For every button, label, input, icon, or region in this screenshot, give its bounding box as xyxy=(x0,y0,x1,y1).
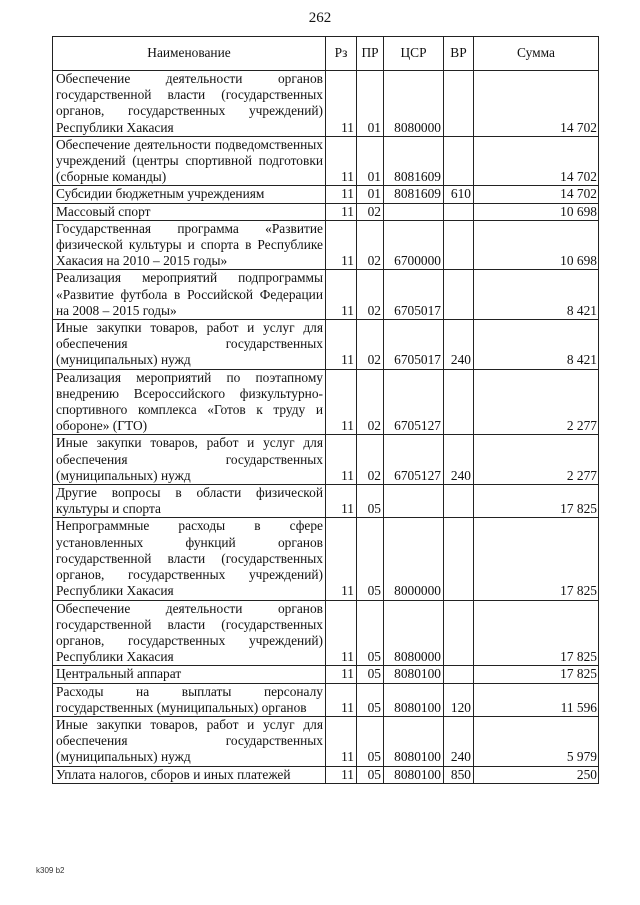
header-vr: ВР xyxy=(444,37,474,71)
cell-vr xyxy=(444,136,474,186)
table-row xyxy=(53,485,599,518)
cell-pr: 05 xyxy=(357,716,384,766)
cell-csr: 8081609 xyxy=(384,186,444,203)
cell-pr: 02 xyxy=(357,369,384,435)
cell-pr: 05 xyxy=(357,766,384,783)
table-row xyxy=(53,435,599,485)
table-row xyxy=(53,270,599,320)
cell-name: Обеспечение деятельности органов государственной власти (государственных органов, государственных учреждений) Республики Хакасия xyxy=(53,71,326,137)
cell-sum: 17 825 xyxy=(474,600,599,666)
cell-vr xyxy=(444,203,474,220)
cell-csr: 6705017 xyxy=(384,270,444,320)
cell-sum: 14 702 xyxy=(474,71,599,137)
cell-vr xyxy=(444,369,474,435)
header-rz: Рз xyxy=(326,37,357,71)
cell-name: Реализация мероприятий по поэтапному внедрению Всероссийского физкультурно-спортивного комплекса «Готов к труду и обороне» (ГТО) xyxy=(53,369,326,435)
table-row xyxy=(53,136,599,186)
cell-sum: 14 702 xyxy=(474,136,599,186)
cell-pr: 01 xyxy=(357,71,384,137)
cell-vr: 120 xyxy=(444,683,474,716)
cell-rz: 11 xyxy=(326,435,357,485)
table-row xyxy=(53,666,599,683)
footer-code: k309 b2 xyxy=(36,866,65,875)
cell-rz: 11 xyxy=(326,683,357,716)
table-row xyxy=(53,716,599,766)
cell-sum: 5 979 xyxy=(474,716,599,766)
cell-csr xyxy=(384,485,444,518)
cell-name: Иные закупки товаров, работ и услуг для обеспечения государственных (муниципальных) нужд xyxy=(53,435,326,485)
cell-csr: 8081609 xyxy=(384,136,444,186)
cell-sum: 11 596 xyxy=(474,683,599,716)
cell-sum: 17 825 xyxy=(474,518,599,600)
table-row xyxy=(53,683,599,716)
cell-vr xyxy=(444,485,474,518)
cell-pr: 02 xyxy=(357,435,384,485)
cell-pr: 01 xyxy=(357,136,384,186)
table-row xyxy=(53,320,599,370)
cell-csr: 6705017 xyxy=(384,320,444,370)
cell-csr: 8080100 xyxy=(384,666,444,683)
cell-sum: 250 xyxy=(474,766,599,783)
cell-name: Расходы на выплаты персоналу государственных (муниципальных) органов xyxy=(53,683,326,716)
cell-csr: 8080100 xyxy=(384,683,444,716)
cell-name: Реализация мероприятий подпрограммы «Развитие футбола в Российской Федерации на 2008 – 2015 годы» xyxy=(53,270,326,320)
cell-pr: 01 xyxy=(357,186,384,203)
page-number: 262 xyxy=(308,10,332,26)
cell-vr xyxy=(444,518,474,600)
cell-rz: 11 xyxy=(326,518,357,600)
header-name: Наименование xyxy=(53,37,326,71)
cell-name: Иные закупки товаров, работ и услуг для обеспечения государственных (муниципальных) нужд xyxy=(53,320,326,370)
cell-csr: 6705127 xyxy=(384,369,444,435)
cell-rz: 11 xyxy=(326,716,357,766)
cell-rz: 11 xyxy=(326,203,357,220)
cell-vr: 240 xyxy=(444,320,474,370)
cell-sum: 2 277 xyxy=(474,369,599,435)
table-row xyxy=(53,600,599,666)
cell-sum: 17 825 xyxy=(474,666,599,683)
cell-name: Обеспечение деятельности подведомственных учреждений (центры спортивной подготовки (сборные команды) xyxy=(53,136,326,186)
cell-vr: 240 xyxy=(444,716,474,766)
cell-rz: 11 xyxy=(326,600,357,666)
cell-pr: 02 xyxy=(357,220,384,270)
cell-rz: 11 xyxy=(326,485,357,518)
cell-rz: 11 xyxy=(326,320,357,370)
cell-csr: 6705127 xyxy=(384,435,444,485)
cell-csr xyxy=(384,203,444,220)
cell-name: Государственная программа «Развитие физической культуры и спорта в Республике Хакасия на 2010 – 2015 годы» xyxy=(53,220,326,270)
cell-pr: 05 xyxy=(357,518,384,600)
cell-sum: 14 702 xyxy=(474,186,599,203)
cell-name: Другие вопросы в области физической культуры и спорта xyxy=(53,485,326,518)
cell-csr: 8000000 xyxy=(384,518,444,600)
cell-csr: 8080100 xyxy=(384,716,444,766)
cell-name: Обеспечение деятельности органов государственной власти (государственных органов, государственных учреждений) Республики Хакасия xyxy=(53,600,326,666)
table-row xyxy=(53,220,599,270)
cell-pr: 05 xyxy=(357,600,384,666)
cell-sum: 2 277 xyxy=(474,435,599,485)
cell-pr: 02 xyxy=(357,203,384,220)
cell-sum: 17 825 xyxy=(474,485,599,518)
table-row xyxy=(53,766,599,783)
cell-vr xyxy=(444,71,474,137)
header-pr: ПР xyxy=(357,37,384,71)
table-row xyxy=(53,186,599,203)
cell-rz: 11 xyxy=(326,270,357,320)
cell-name: Непрограммные расходы в сфере установленных функций органов государственной власти (государственных органов, государственных учреждений) Республики Хакасия xyxy=(53,518,326,600)
cell-vr xyxy=(444,270,474,320)
table-row xyxy=(53,203,599,220)
cell-rz: 11 xyxy=(326,71,357,137)
cell-rz: 11 xyxy=(326,766,357,783)
cell-csr: 8080000 xyxy=(384,71,444,137)
cell-csr: 8080000 xyxy=(384,600,444,666)
cell-rz: 11 xyxy=(326,369,357,435)
cell-sum: 8 421 xyxy=(474,270,599,320)
cell-sum: 10 698 xyxy=(474,220,599,270)
cell-name: Центральный аппарат xyxy=(53,666,326,683)
cell-pr: 05 xyxy=(357,485,384,518)
cell-vr xyxy=(444,220,474,270)
cell-csr: 8080100 xyxy=(384,766,444,783)
budget-table xyxy=(52,36,599,784)
cell-pr: 05 xyxy=(357,683,384,716)
table-row xyxy=(53,71,599,137)
cell-csr: 6700000 xyxy=(384,220,444,270)
table-row xyxy=(53,369,599,435)
cell-pr: 02 xyxy=(357,270,384,320)
cell-pr: 05 xyxy=(357,666,384,683)
cell-sum: 10 698 xyxy=(474,203,599,220)
cell-rz: 11 xyxy=(326,666,357,683)
cell-rz: 11 xyxy=(326,136,357,186)
cell-rz: 11 xyxy=(326,220,357,270)
cell-rz: 11 xyxy=(326,186,357,203)
cell-name: Субсидии бюджетным учреждениям xyxy=(53,186,326,203)
cell-vr: 240 xyxy=(444,435,474,485)
header-sum: Сумма xyxy=(474,37,599,71)
table-row xyxy=(53,518,599,600)
header-csr: ЦСР xyxy=(384,37,444,71)
table-header-row xyxy=(53,37,599,71)
cell-pr: 02 xyxy=(357,320,384,370)
cell-vr: 850 xyxy=(444,766,474,783)
cell-name: Иные закупки товаров, работ и услуг для обеспечения государственных (муниципальных) нужд xyxy=(53,716,326,766)
cell-vr xyxy=(444,600,474,666)
cell-sum: 8 421 xyxy=(474,320,599,370)
cell-name: Уплата налогов, сборов и иных платежей xyxy=(53,766,326,783)
cell-vr: 610 xyxy=(444,186,474,203)
cell-name: Массовый спорт xyxy=(53,203,326,220)
cell-vr xyxy=(444,666,474,683)
